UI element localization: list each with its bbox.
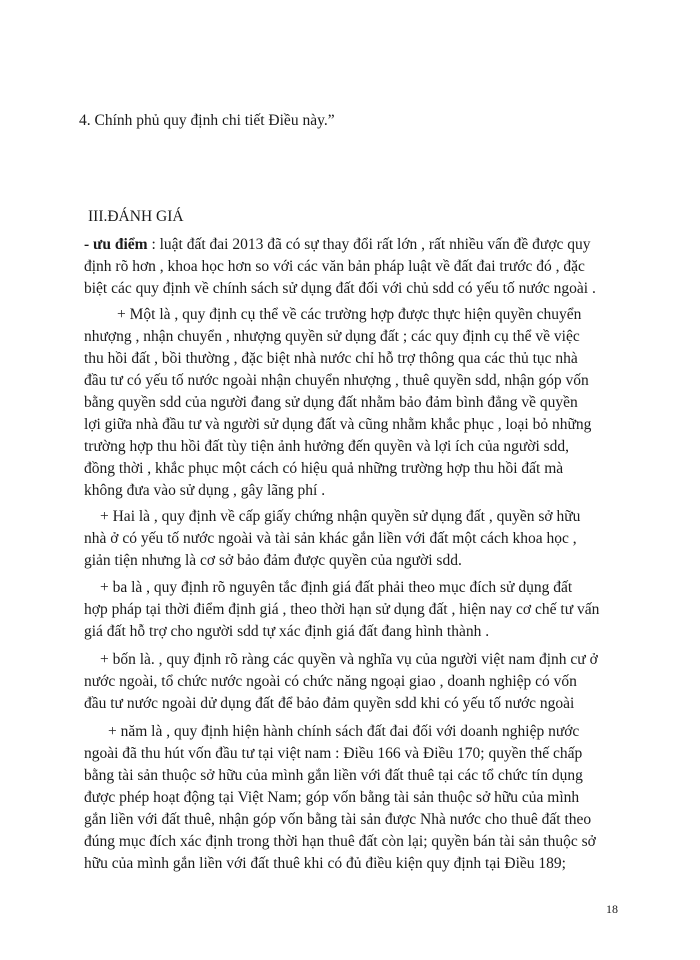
point1-line: đầu tư có yếu tố nước ngoài nhận chuyển nhượng , thuê quyền sdd, nhận góp vốn (84, 372, 589, 389)
advantages-line-1 (84, 235, 591, 255)
point1-line: đồng thời , khắc phục một cách có hiệu quả những trường hợp thu hồi đất mà (84, 460, 564, 477)
point4-line: đầu tư nước ngoài dử dụng đất để bảo đảm quyền sdd khi có yếu tố nước ngoài (84, 695, 575, 712)
point4-line: nước ngoài, tổ chức nước ngoài có chức năng ngoại giao , doanh nghiệp có vốn (84, 673, 577, 690)
point1-line: nhượng , nhận chuyển , nhượng quyền sử dụng đất ; các quy định cụ thể về việc (84, 328, 580, 345)
point1-line: lợi giữa nhà đầu tư và người sử dụng đất và cũng nhằm khắc phục , loại bỏ những (84, 416, 592, 433)
point5-line: ngoài đã thu hút vốn đầu tư tại việt nam : Điều 166 và Điều 170; quyền thế chấp (84, 745, 583, 762)
point3-line: hợp pháp tại thời điểm định giá , theo thời hạn sử dụng đất , hiện nay cơ chế tư vấn (84, 601, 600, 618)
point5-line: đúng mục đích xác định trong thời hạn thuê đất còn lại; quyền bán tài sản thuộc sở (84, 833, 596, 850)
advantages-label: - ưu điểm (84, 236, 148, 253)
point5-line: + năm là , quy định hiện hành chính sách đất đai đối với doanh nghiệp nước (108, 723, 580, 740)
page-number: 18 (606, 902, 618, 916)
point2-line: nhà ở có yếu tố nước ngoài và tài sản khác gắn liền với đất một cách khoa học , (84, 530, 577, 547)
point2-line: giản tiện nhưng là cơ sở bảo đảm được quyền của người sdd. (84, 552, 462, 569)
point5-line: được phép hoạt động tại Việt Nam; góp vốn bằng tài sản thuộc sở hữu của mình (84, 789, 580, 806)
point1-line: + Một là , quy định cụ thể về các trường hợp được thực hiện quyền chuyển (117, 306, 582, 323)
advantages-line-1-text: : luật đất đai 2013 đã có sự thay đổi rất lớn , rất nhiều vấn đề được quy (147, 236, 591, 253)
point3-line: giá đất hỗ trợ cho người sdd tự xác định giá đất đang hình thành . (84, 623, 490, 640)
point1-line: trường hợp thu hồi đất tùy tiện ảnh hưởng đến quyền và lợi ích của người sdd, (84, 438, 570, 455)
advantages-line-2: định rõ hơn , khoa học hơn so với các văn bản pháp luật về đất đai trước đó , đặc (84, 258, 585, 275)
point3-line: + ba là , quy định rõ nguyên tắc định giá đất phải theo mục đích sử dụng đất (100, 579, 573, 596)
point5-line: gắn liền với đất thuê, nhận góp vốn bằng tài sản được Nhà nước cho thuê đất theo (84, 811, 592, 828)
advantages-line-3: biệt các quy định về chính sách sử dụng đất đối với chủ sdd có yếu tố nước ngoài . (84, 280, 596, 297)
section-title: III.ĐÁNH GIÁ (88, 208, 184, 225)
point1-line: bằng quyền sdd của người đang sử dụng đất nhằm bảo đảm bình đẳng về quyền (84, 394, 578, 411)
point1-line: không đưa vào sử dụng , gây lãng phí . (84, 482, 326, 499)
point5-line: bằng tài sản thuộc sở hữu của mình gắn liền với đất thuê tại các tổ chức tín dụng (84, 767, 583, 784)
point2-line: + Hai là , quy định về cấp giấy chứng nhận quyền sử dụng đất , quyền sở hữu (100, 508, 581, 525)
point4-line: + bốn là. , quy định rõ ràng các quyền và nghĩa vụ của người việt nam định cư ở (100, 651, 598, 668)
point1-line: thu hồi đất , bồi thường , đặc biệt nhà nước chỉ hỗ trợ thông qua các thủ tục nhà (84, 350, 578, 367)
point5-line: hữu của mình gắn liền với đất thuê khi có đủ điều kiện quy định tại Điều 189; (84, 855, 566, 872)
intro-line: 4. Chính phủ quy định chi tiết Điều này.” (79, 112, 335, 129)
